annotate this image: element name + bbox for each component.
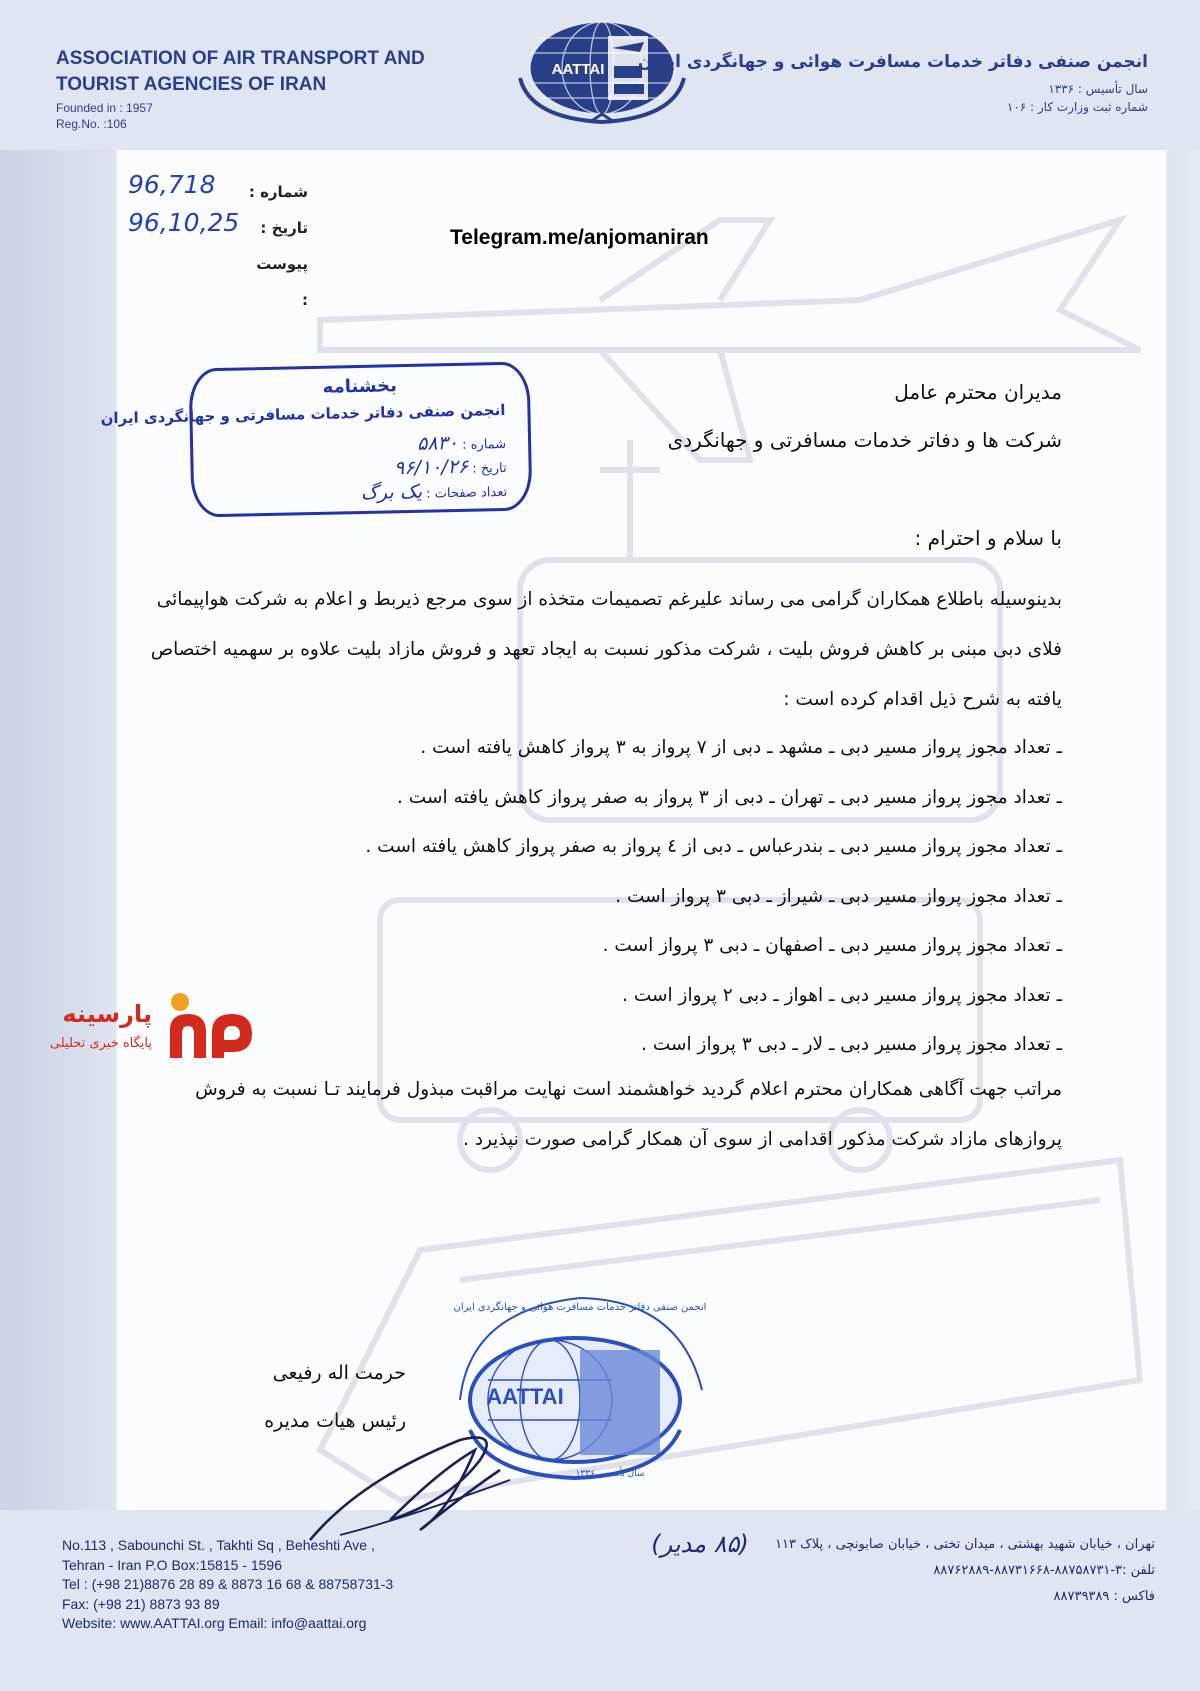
founded-year-en: Founded in : 1957: [56, 101, 153, 115]
header-english-title: ASSOCIATION OF AIR TRANSPORT AND TOURIST AGENCIES OF IRAN: [56, 48, 425, 95]
telegram-channel: Telegram.me/anjomaniran: [450, 226, 709, 249]
stamp-date-label: تاریخ :: [472, 460, 507, 477]
founded-year-fa: سال تأسیس : ۱۳۳۶: [1048, 82, 1148, 96]
stamp-number-row: [417, 431, 506, 455]
registration-number-en: Reg.No. :106: [56, 117, 127, 131]
signer-name: حرمت اله رفیعی: [272, 1362, 406, 1384]
flight-permit-list: [182, 723, 1062, 1070]
header-english-meta: [56, 100, 153, 132]
list-item: ـ تعداد مجوز پرواز مسیر دبی ـ شیراز ـ دبی ۳ پرواز است .: [615, 885, 1062, 907]
svg-text:AATTAI: AATTAI: [551, 61, 605, 78]
footer-en-city: Tehran - Iran P.O Box:15815 - 1596: [62, 1556, 282, 1573]
list-item: ـ تعداد مجوز پرواز مسیر دبی ـ لار ـ دبی ۳ پرواز است .: [641, 1034, 1062, 1055]
date-label: تاریخ :: [260, 219, 308, 237]
list-item: ـ تعداد مجوز پرواز مسیر دبی ـ مشهد ـ دبی از ۷ پرواز به ۳ پرواز کاهش یافته است .: [420, 737, 1062, 758]
list-item: ـ تعداد مجوز پرواز مسیر دبی ـ اصفهان ـ دبی ۳ پرواز است .: [602, 935, 1062, 956]
footer-en-phone: Tel : (+98 21)8876 28 89 & 8873 16 68 & 88758731-3: [62, 1576, 394, 1592]
reference-labels: [248, 174, 308, 318]
stamp-date-value: ۹۶/۱۰/۲۶: [393, 455, 469, 480]
list-item: ـ تعداد مجوز پرواز مسیر دبی ـ اهواز ـ دبی ۲ پرواز است .: [622, 984, 1062, 1006]
letter-date-handwritten: 96,10,25: [128, 208, 240, 237]
footer-persian-address: [775, 1532, 1155, 1610]
stamp-pages-value: یک برگ: [360, 480, 423, 505]
association-logo-icon: [510, 18, 695, 128]
number-label: شماره :: [248, 183, 308, 201]
footer-fa-phone: تلفن :۳-۸۸۷۵۸۷۳۱-۸۸۷۳۱۶۶۸-۸۸۷۶۲۸۸۹: [933, 1563, 1155, 1578]
signature-icon: [300, 1420, 520, 1550]
closing-paragraph: [136, 1065, 1062, 1165]
closing-text: مراتب جهت آگاهی همکاران محترم اعلام گردید خواهشمند است نهایت مراقبت مبذول فرمایند تـا نسبت به فروش پروازهای مازاد شرکت مذکور اقدامی از سوی آن همکار گرامی صورت نپذیرد .: [195, 1079, 1062, 1150]
circular-stamp: [100, 361, 532, 517]
intro-paragraph: [136, 575, 1062, 725]
list-item: ـ تعداد مجوز پرواز مسیر دبی ـ بندرعباس ـ دبی از ٤ پرواز به صفر پرواز کاهش یافته است .: [365, 836, 1062, 857]
attachment-label: پیوست :: [256, 255, 308, 309]
parsine-name: پارسینه: [62, 1000, 152, 1028]
header-persian-title: انجمن صنفی دفاتر خدمات مسافرت هوائی و جهانگردی ایران: [637, 52, 1148, 72]
parsine-logo-icon: [162, 992, 257, 1060]
footer-en-web-email: Website: www.AATTAI.org Email: info@aattai.org: [62, 1615, 367, 1631]
stamp-pages-label: تعداد صفحات :: [426, 484, 508, 502]
letter-number-handwritten: 96,718: [128, 170, 216, 199]
stamp-number-label: شماره :: [462, 436, 507, 453]
footer-fa-fax: فاکس : ۸۸۷۳۹۳۸۹: [1053, 1589, 1155, 1604]
parsine-watermark: [12, 990, 257, 1065]
stamp-organization: انجمن صنفی دفاتر خدمات مسافرتی و جهانگردی ایران: [100, 400, 506, 428]
svg-text:انجمن صنفی دفاتر خدمات مسافرت: انجمن صنفی دفاتر خدمات مسافرت هوائی و جهانگردی ایران: [453, 1302, 707, 1313]
svg-text:سال تأسیس ۱۳۳۶: سال تأسیس ۱۳۳۶: [575, 1469, 645, 1479]
footer-en-street: No.113 , Sabounchi St. , Takhti Sq , Beheshti Ave ,: [62, 1537, 375, 1553]
footer-english-address: [62, 1536, 393, 1634]
footer-en-fax: Fax: (+98 21) 8873 93 89: [62, 1595, 220, 1612]
list-item: ـ تعداد مجوز پرواز مسیر دبی ـ تهران ـ دبی از ۳ پرواز به صفر پرواز کاهش یافته است .: [397, 786, 1062, 808]
greeting: با سلام و احترام :: [914, 526, 1062, 550]
intro-text: بدینوسیله باطلاع همکاران گرامی می رساند علیرغم تصمیمات متخذه از سوی مرجع ذیربط و اعلام به شرکت هواپیمائی فلای دبی مبنی بر کاهش فروش بلیت ، شرکت مذکور نسبت به ایجاد تعهد و فروش مازاد بلیت علاوه بر سهمیه اختصاص یافته به شرح ذیل اقدام کرده است :: [150, 589, 1062, 710]
reference-values: [128, 166, 248, 242]
stamp-date-row: [394, 455, 507, 479]
recipient-line-2: شرکت ها و دفاتر خدمات مسافرتی و جهانگردی: [667, 428, 1062, 452]
stamp-pages-row: [361, 479, 508, 504]
header-persian-meta: [1007, 80, 1148, 116]
recipient-line-1: مدیران محترم عامل: [894, 380, 1062, 404]
parsine-subtitle: پایگاه خبری تحلیلی: [49, 1036, 152, 1051]
registration-number-fa: شماره ثبت وزارت کار : ۱۰۶: [1006, 100, 1148, 114]
signer-title: رئیس هیات مدیره: [264, 1410, 406, 1432]
stamp-title: بخشنامه: [322, 375, 398, 398]
svg-text:AATTAI: AATTAI: [486, 1384, 564, 1409]
footer-fa-street: تهران ، خیابان شهید بهشتی ، میدان تختی ، خیابان صابونچی ، پلاک ۱۱۳: [775, 1537, 1155, 1552]
stamp-number-value: ۵۸۳۰: [416, 431, 459, 455]
handwritten-note: (۸۵ مدیر): [651, 1530, 749, 1558]
